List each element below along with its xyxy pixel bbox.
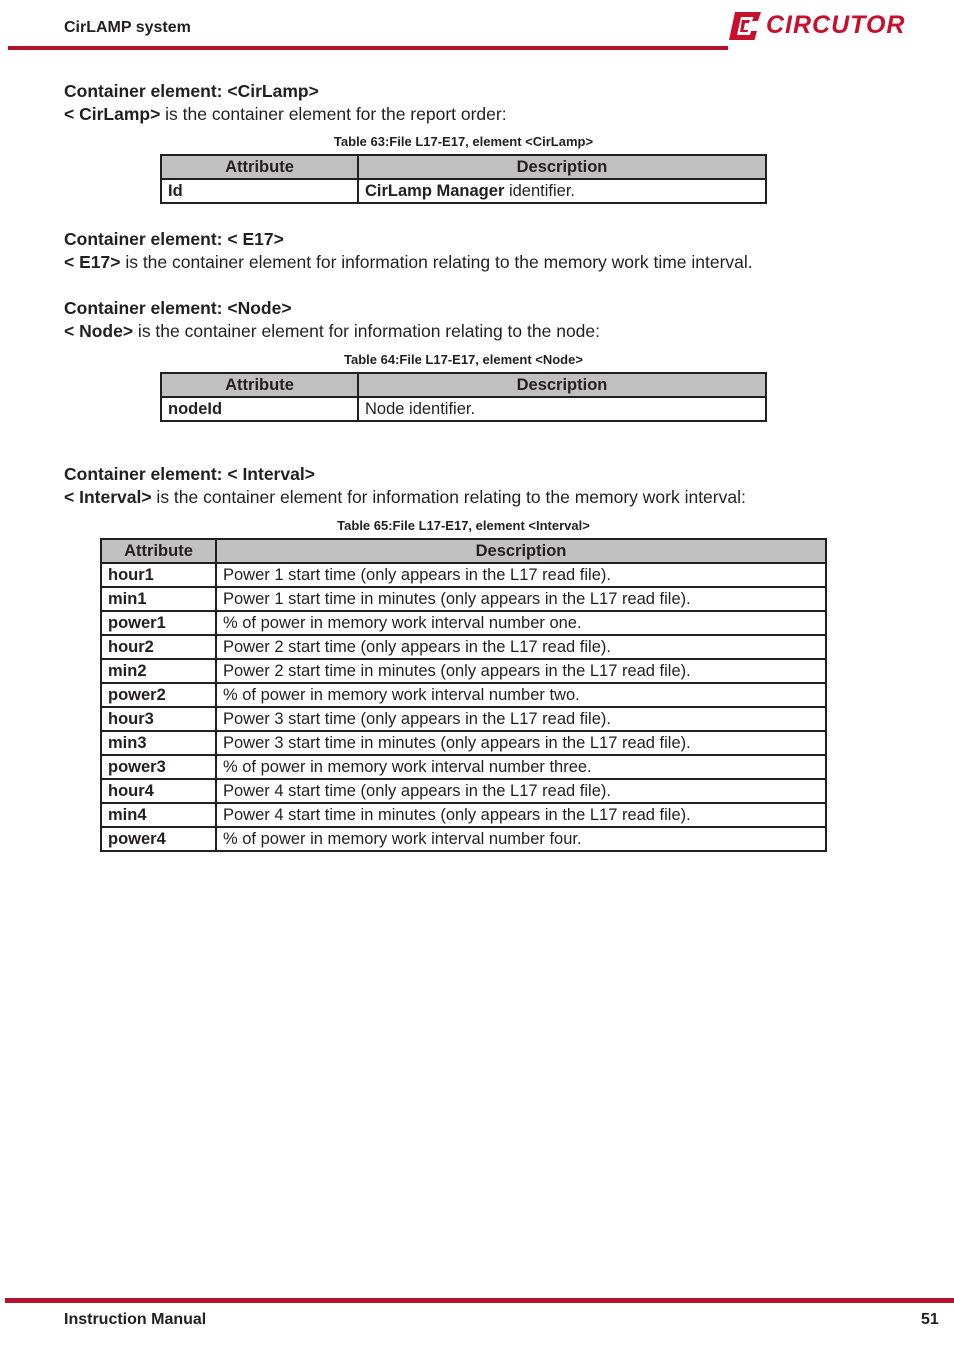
cirlamp-attribute-table — [160, 154, 767, 204]
intro-element-name: < CirLamp> — [64, 104, 161, 124]
description-cell: Power 3 start time in minutes (only appears in the L17 read file). — [216, 731, 826, 755]
section-intro — [64, 103, 507, 126]
description-cell: Node identifier. — [358, 397, 766, 421]
attribute-cell: hour4 — [101, 779, 216, 803]
table-row — [101, 731, 826, 755]
node-attribute-table — [160, 372, 767, 422]
table-header-row — [161, 373, 766, 397]
description-cell: % of power in memory work interval number one. — [216, 611, 826, 635]
description-cell: % of power in memory work interval number four. — [216, 827, 826, 851]
circutor-logo — [728, 8, 910, 46]
column-header-attribute: Attribute — [161, 155, 358, 179]
table-row — [101, 707, 826, 731]
table-row — [101, 683, 826, 707]
attribute-cell: nodeId — [161, 397, 358, 421]
section-intro — [64, 320, 600, 343]
attribute-cell: Id — [161, 179, 358, 203]
attribute-cell: power3 — [101, 755, 216, 779]
description-cell — [358, 179, 766, 203]
table-row — [101, 755, 826, 779]
attribute-cell: hour2 — [101, 635, 216, 659]
attribute-cell: power1 — [101, 611, 216, 635]
description-cell: Power 2 start time (only appears in the L17 read file). — [216, 635, 826, 659]
description-text: identifier. — [504, 181, 575, 200]
description-cell: Power 4 start time in minutes (only appears in the L17 read file). — [216, 803, 826, 827]
column-header-description: Description — [216, 539, 826, 563]
description-cell: Power 3 start time (only appears in the L17 read file). — [216, 707, 826, 731]
table-header-row — [101, 539, 826, 563]
attribute-cell: min2 — [101, 659, 216, 683]
description-cell: Power 1 start time (only appears in the L17 read file). — [216, 563, 826, 587]
section-heading: Container element: <CirLamp> — [64, 81, 319, 101]
section-interval — [64, 463, 746, 509]
footer-rule — [5, 1298, 954, 1303]
section-cirlamp — [64, 80, 507, 126]
table-row — [101, 635, 826, 659]
intro-text: is the container element for information relating to the node: — [133, 321, 600, 341]
attribute-cell: min3 — [101, 731, 216, 755]
description-bold-term: CirLamp Manager — [365, 181, 505, 200]
section-node — [64, 297, 600, 343]
table-row — [101, 659, 826, 683]
table-row — [101, 587, 826, 611]
attribute-cell: hour1 — [101, 563, 216, 587]
column-header-attribute: Attribute — [101, 539, 216, 563]
section-e17 — [64, 228, 753, 274]
table-caption: Table 65:File L17-E17, element <Interval> — [337, 518, 590, 533]
description-cell: % of power in memory work interval number three. — [216, 755, 826, 779]
section-heading: Container element: < E17> — [64, 229, 284, 249]
intro-element-name: < Node> — [64, 321, 134, 341]
attribute-cell: min1 — [101, 587, 216, 611]
intro-text: is the container element for the report order: — [160, 104, 507, 124]
interval-table-body — [101, 563, 826, 851]
table-header-row — [161, 155, 766, 179]
attribute-cell: power2 — [101, 683, 216, 707]
description-cell: Power 2 start time in minutes (only appears in the L17 read file). — [216, 659, 826, 683]
table-caption: Table 63:File L17-E17, element <CirLamp> — [333, 134, 594, 149]
table-row — [101, 779, 826, 803]
attribute-cell: min4 — [101, 803, 216, 827]
table-row — [161, 397, 766, 421]
description-cell: % of power in memory work interval number two. — [216, 683, 826, 707]
table-row — [101, 803, 826, 827]
column-header-attribute: Attribute — [161, 373, 358, 397]
interval-attribute-table — [100, 538, 827, 852]
intro-text: is the container element for information relating to the memory work time interval. — [120, 252, 753, 272]
description-cell: Power 1 start time in minutes (only appears in the L17 read file). — [216, 587, 826, 611]
table-caption: Table 64:File L17-E17, element <Node> — [344, 352, 583, 367]
table-row — [101, 827, 826, 851]
page-number: 51 — [921, 1311, 939, 1328]
description-cell: Power 4 start time (only appears in the L17 read file). — [216, 779, 826, 803]
circutor-logo-text: CIRCUTOR — [766, 11, 906, 39]
running-header-title: CirLAMP system — [64, 19, 191, 36]
column-header-description: Description — [358, 373, 766, 397]
attribute-cell: power4 — [101, 827, 216, 851]
table-row — [161, 179, 766, 203]
section-intro — [64, 486, 746, 509]
attribute-cell: hour3 — [101, 707, 216, 731]
section-heading: Container element: <Node> — [64, 298, 292, 318]
column-header-description: Description — [358, 155, 766, 179]
intro-text: is the container element for information relating to the memory work interval: — [151, 487, 746, 507]
header-rule — [8, 46, 728, 50]
intro-element-name: < E17> — [64, 252, 121, 272]
table-row — [101, 611, 826, 635]
section-heading: Container element: < Interval> — [64, 464, 315, 484]
footer-title: Instruction Manual — [64, 1311, 207, 1328]
intro-element-name: < Interval> — [64, 487, 152, 507]
section-intro — [64, 251, 753, 274]
circutor-logo-icon — [728, 8, 764, 44]
table-row — [101, 563, 826, 587]
